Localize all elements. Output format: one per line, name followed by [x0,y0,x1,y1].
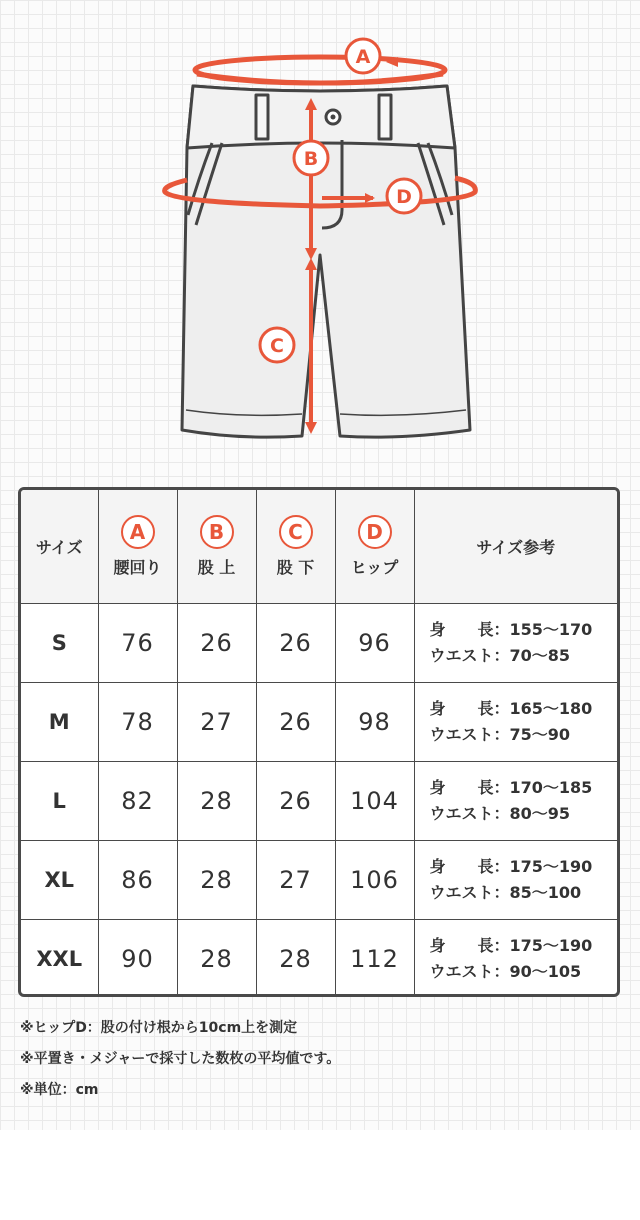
table-row [21,762,617,841]
header-label: ヒップ [350,558,399,577]
size-cell: S [21,604,98,683]
height-range: 165～180 [509,699,593,718]
height-range: 170～185 [509,778,593,797]
size-cell: XL [21,841,98,920]
svg-text:A: A [355,46,371,68]
inseam-value: 26 [256,762,335,841]
waist-value: 86 [98,841,177,920]
badge-a-header: A [121,515,155,549]
waist-key: ウエスト： [429,962,510,981]
rise-value: 28 [177,920,256,998]
shorts-measurement-diagram [0,0,640,470]
size-cell: L [21,762,98,841]
table-row [21,920,617,998]
header-label: 股 下 [276,558,315,577]
rise-value: 27 [177,683,256,762]
badge-b [294,141,328,175]
waist-range: 70～85 [509,646,571,665]
waist-key: ウエスト： [429,725,510,744]
badge-c-header: C [279,515,313,549]
header-hip [335,490,414,604]
note-hip-measurement: ※ヒップD：股の付け根から10cm上を測定 [20,1020,298,1036]
header-inseam [256,490,335,604]
waist-key: ウエスト： [429,883,510,902]
header-waist [98,490,177,604]
waist-key: ウエスト： [429,804,510,823]
waist-value: 90 [98,920,177,998]
rise-value: 28 [177,762,256,841]
shorts-illustration [182,86,470,437]
header-reference: サイズ参考 [414,490,617,604]
header-rise [177,490,256,604]
height-range: 175～190 [509,857,593,876]
height-range: 155～170 [509,620,593,639]
reference-cell [414,683,617,762]
hip-value: 98 [335,683,414,762]
waist-value: 78 [98,683,177,762]
inseam-value: 28 [256,920,335,998]
badge-d [387,179,421,213]
badge-c [260,328,294,362]
inseam-value: 26 [256,604,335,683]
reference-cell [414,920,617,998]
hip-value: 96 [335,604,414,683]
height-key: 身 長： [429,778,510,797]
header-label: 股 上 [197,558,236,577]
height-key: 身 長： [429,620,510,639]
note-measurement-method: ※平置き・メジャーで採寸した数枚の平均値です。 [20,1051,341,1067]
svg-text:D: D [396,186,412,208]
header-size: サイズ [21,490,98,604]
svg-text:B: B [303,148,319,170]
hip-value: 104 [335,762,414,841]
reference-cell [414,604,617,683]
waist-range: 80～95 [509,804,571,823]
badge-b-header: B [200,515,234,549]
rise-value: 26 [177,604,256,683]
height-key: 身 長： [429,936,510,955]
hip-value: 106 [335,841,414,920]
waist-range: 85～100 [509,883,582,902]
table-row [21,683,617,762]
waist-value: 76 [98,604,177,683]
table-header-row [21,490,617,604]
height-key: 身 長： [429,699,510,718]
badge-a [346,39,380,73]
height-key: 身 長： [429,857,510,876]
waist-value: 82 [98,762,177,841]
table-row [21,841,617,920]
header-label: 腰回り [113,558,162,577]
size-cell: M [21,683,98,762]
inseam-value: 27 [256,841,335,920]
hip-value: 112 [335,920,414,998]
reference-cell [414,762,617,841]
svg-text:C: C [270,335,284,357]
height-range: 175～190 [509,936,593,955]
rise-value: 28 [177,841,256,920]
note-unit: ※単位：cm [20,1082,99,1098]
waist-key: ウエスト： [429,646,510,665]
size-cell: XXL [21,920,98,998]
size-chart-table [18,487,620,997]
waist-range: 75～90 [509,725,571,744]
waist-range: 90～105 [509,962,582,981]
reference-cell [414,841,617,920]
inseam-value: 26 [256,683,335,762]
footnotes [20,1013,620,1106]
table-row [21,604,617,683]
badge-d-header: D [358,515,392,549]
